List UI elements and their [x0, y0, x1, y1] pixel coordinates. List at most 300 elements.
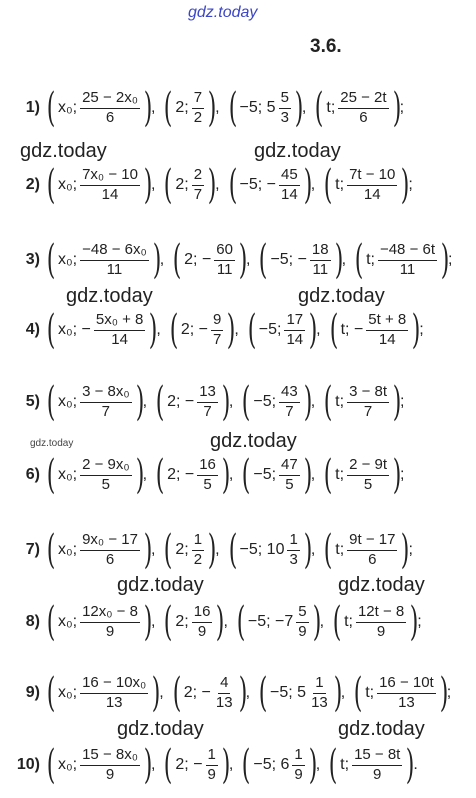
pair-content [56, 167, 141, 203]
numerator: 45 [279, 167, 300, 186]
fraction [292, 747, 304, 783]
close-paren: ) [439, 670, 449, 716]
coordinate-pair [161, 85, 220, 131]
pair-prefix: −5; 6 [253, 756, 290, 773]
numerator: 5x₀ + 8 [94, 312, 146, 331]
comma: , [315, 756, 321, 773]
denominator: 3 [280, 108, 289, 126]
pair-content [268, 675, 331, 711]
denominator: 11 [216, 260, 233, 278]
open-paren: ( [164, 599, 173, 645]
pair-content [338, 747, 403, 783]
pair-content [238, 532, 301, 568]
denominator: 2 [193, 108, 203, 126]
numerator: −48 − 6x₀ [80, 242, 149, 261]
numerator: 2 [192, 167, 204, 186]
numerator: 4 [218, 675, 230, 694]
coordinate-pair [170, 237, 251, 283]
row-end-mark: ; [400, 466, 405, 483]
open-paren: ( [46, 742, 56, 788]
fraction [310, 242, 331, 278]
denominator: 7 [212, 330, 222, 348]
close-paren: ) [207, 527, 217, 573]
fraction [80, 675, 148, 711]
open-paren: ( [46, 379, 56, 425]
coordinate-pair [234, 599, 325, 645]
row-number: 4) [25, 321, 40, 338]
numerator: 1 [192, 532, 204, 551]
pair-content [56, 90, 141, 126]
pair-content [238, 90, 292, 126]
denominator: 11 [399, 260, 416, 278]
pair-content [251, 747, 305, 783]
pair-content [56, 312, 146, 348]
fraction [352, 747, 402, 783]
numerator: 1 [313, 675, 325, 694]
numerator: 1 [287, 532, 299, 551]
fraction [347, 532, 397, 568]
pair-prefix: 2; − [183, 684, 211, 701]
open-paren: ( [323, 379, 333, 425]
coordinate-pair [330, 599, 422, 645]
comma: , [228, 466, 234, 483]
coordinate-pair [161, 527, 220, 573]
close-paren: ) [294, 85, 304, 131]
close-paren: ) [143, 162, 153, 208]
open-paren: ( [164, 85, 173, 131]
comma: , [301, 99, 307, 116]
close-paren: ) [401, 162, 410, 208]
coordinate-pair [153, 379, 234, 425]
coordinate-pair [239, 742, 321, 788]
close-paren: ) [334, 237, 343, 283]
open-paren: ( [46, 670, 56, 716]
row-end-mark: . [413, 756, 418, 773]
comma: , [223, 613, 228, 630]
pair-prefix: 2; [175, 99, 189, 116]
row-end-mark: ; [408, 541, 413, 558]
answer-row [0, 592, 428, 652]
pair-content [342, 604, 407, 640]
comma: , [341, 251, 347, 268]
open-paren: ( [332, 599, 342, 645]
fraction [80, 90, 140, 126]
open-paren: ( [323, 452, 333, 498]
numerator: 1 [292, 747, 304, 766]
pair-prefix: x₀; [58, 756, 78, 773]
coordinate-pair [226, 527, 316, 573]
fraction [206, 747, 218, 783]
coordinate-pair [44, 527, 156, 573]
comma: , [310, 541, 316, 558]
comma: , [156, 321, 161, 338]
pair-content [165, 457, 219, 493]
fraction [279, 167, 300, 203]
open-paren: ( [329, 307, 338, 353]
open-paren: ( [323, 527, 333, 573]
close-paren: ) [221, 452, 231, 498]
open-paren: ( [354, 237, 364, 283]
pair-prefix: x₀; − [58, 321, 91, 338]
pair-content [364, 242, 438, 278]
fraction [192, 90, 204, 126]
denominator: 6 [105, 108, 115, 126]
denominator: 14 [363, 185, 381, 203]
open-paren: ( [46, 85, 56, 131]
close-paren: ) [392, 379, 402, 425]
comma: , [310, 176, 316, 193]
pair-prefix: −5; − [239, 176, 277, 193]
open-paren: ( [228, 85, 237, 131]
comma: , [142, 466, 148, 483]
pair-content [179, 312, 224, 348]
comma: , [245, 684, 251, 701]
pair-content [333, 384, 390, 420]
open-paren: ( [228, 162, 237, 208]
answer-row [0, 78, 410, 138]
fraction [192, 604, 213, 640]
pair-prefix: t; [335, 466, 345, 483]
fraction [211, 312, 223, 348]
numerator: 1 [206, 747, 218, 766]
pair-prefix: −5; [253, 393, 277, 410]
fraction [296, 604, 308, 640]
comma: , [234, 321, 239, 338]
row-number: 3) [25, 251, 40, 268]
open-paren: ( [323, 162, 333, 208]
fraction [94, 312, 146, 348]
denominator: 14 [378, 330, 396, 348]
comma: , [316, 321, 321, 338]
open-paren: ( [315, 85, 324, 131]
fraction [309, 675, 330, 711]
comma: , [150, 99, 156, 116]
numerator: 9t − 17 [347, 532, 397, 551]
open-paren: ( [258, 670, 268, 716]
pair-content [363, 675, 437, 711]
denominator: 9 [105, 622, 115, 640]
pair-prefix: 2; [175, 613, 189, 630]
comma: , [150, 756, 156, 773]
close-paren: ) [135, 452, 144, 498]
comma: , [150, 176, 156, 193]
fraction [347, 457, 389, 493]
close-paren: ) [207, 85, 217, 131]
pair-prefix: t; [366, 251, 375, 268]
comma: , [150, 541, 156, 558]
comma: , [245, 251, 251, 268]
fraction [347, 384, 389, 420]
pair-prefix: x₀; [58, 684, 78, 701]
coordinate-pair [44, 452, 148, 498]
fraction [279, 384, 300, 420]
close-paren: ) [238, 237, 248, 283]
close-paren: ) [143, 85, 153, 131]
fraction [197, 384, 218, 420]
denominator: 11 [106, 260, 123, 278]
fraction [214, 242, 235, 278]
numerator: 5 [296, 604, 308, 623]
numerator: 12x₀ − 8 [80, 604, 140, 623]
open-paren: ( [242, 742, 251, 788]
numerator: 15 − 8x₀ [80, 747, 140, 766]
fraction [279, 457, 300, 493]
coordinate-pair [44, 162, 156, 208]
pair-content [173, 532, 205, 568]
coordinate-pair [239, 379, 316, 425]
fraction [197, 457, 218, 493]
pair-content [56, 747, 141, 783]
coordinate-pair [245, 307, 321, 353]
pair-content [56, 384, 133, 420]
close-paren: ) [149, 307, 158, 353]
watermark: gdz.today [117, 574, 204, 596]
answer-row [0, 520, 419, 580]
coordinate-pair [44, 237, 165, 283]
pair-prefix: 2; − [175, 756, 203, 773]
open-paren: ( [46, 162, 56, 208]
numerator: 9x₀ − 17 [80, 532, 140, 551]
comma: , [215, 99, 220, 116]
fraction [80, 167, 140, 203]
pair-content [339, 312, 410, 348]
answer-row [0, 230, 458, 290]
open-paren: ( [236, 599, 246, 645]
numerator: 7 [192, 90, 204, 109]
watermark-small: gdz.today [30, 438, 74, 449]
coordinate-pair [161, 742, 234, 788]
comma: , [215, 541, 220, 558]
numerator: 5 [279, 90, 291, 109]
open-paren: ( [353, 670, 363, 716]
numerator: 2 − 9t [347, 457, 389, 476]
close-paren: ) [143, 599, 153, 645]
pair-prefix: x₀; [58, 541, 78, 558]
close-paren: ) [143, 742, 153, 788]
denominator: 13 [215, 693, 233, 711]
coordinate-pair [44, 85, 156, 131]
pair-prefix: −5; [253, 466, 277, 483]
pair-prefix: t; [335, 541, 345, 558]
watermark-top: gdz.today [188, 4, 258, 21]
close-paren: ) [303, 452, 313, 498]
pair-prefix: x₀; [58, 466, 78, 483]
denominator: 7 [203, 402, 212, 420]
close-paren: ) [135, 379, 144, 425]
comma: , [150, 613, 156, 630]
pair-prefix: −5; 5 [270, 684, 307, 701]
answer-row [0, 663, 457, 723]
open-paren: ( [46, 527, 56, 573]
watermark: gdz.today [20, 140, 107, 162]
close-paren: ) [409, 599, 419, 645]
close-paren: ) [392, 452, 402, 498]
fraction [192, 167, 204, 203]
pair-content [165, 384, 219, 420]
fraction [366, 312, 408, 348]
coordinate-pair [153, 452, 234, 498]
fraction [80, 384, 132, 420]
close-paren: ) [216, 599, 225, 645]
coordinate-pair [321, 162, 413, 208]
fraction [192, 532, 204, 568]
pair-prefix: t; − [340, 321, 364, 338]
coordinate-pair [326, 742, 418, 788]
fraction [80, 242, 149, 278]
close-paren: ) [440, 237, 450, 283]
numerator: 16 − 10x₀ [80, 675, 148, 694]
comma: , [319, 613, 325, 630]
open-paren: ( [164, 742, 173, 788]
close-paren: ) [392, 85, 401, 131]
open-paren: ( [259, 237, 268, 283]
open-paren: ( [46, 307, 56, 353]
close-paren: ) [303, 527, 313, 573]
open-paren: ( [164, 527, 173, 573]
denominator: 13 [311, 693, 328, 711]
denominator: 9 [298, 622, 307, 640]
pair-prefix: t; [335, 393, 345, 410]
pair-prefix: 2; − [180, 321, 208, 338]
coordinate-pair [352, 237, 453, 283]
watermark: gdz.today [338, 574, 425, 596]
answer-row [0, 735, 424, 795]
denominator: 14 [101, 185, 119, 203]
row-end-mark: ; [448, 251, 453, 268]
pair-content [56, 675, 149, 711]
coordinate-pair [44, 742, 156, 788]
pair-prefix: 2; − [184, 251, 212, 268]
coordinate-pair [226, 85, 307, 131]
coordinate-pair [321, 379, 405, 425]
pair-prefix: −5; [258, 321, 282, 338]
pair-content [238, 167, 301, 203]
comma: , [159, 251, 165, 268]
row-number: 7) [25, 541, 40, 558]
denominator: 6 [359, 108, 368, 126]
denominator: 5 [363, 475, 373, 493]
fraction [80, 457, 132, 493]
pair-prefix: t; [344, 613, 353, 630]
coordinate-pair [44, 307, 161, 353]
coordinate-pair [161, 599, 228, 645]
close-paren: ) [238, 670, 247, 716]
numerator: 7x₀ − 10 [80, 167, 140, 186]
denominator: 14 [281, 185, 298, 203]
fraction [80, 532, 140, 568]
coordinate-pair [256, 237, 347, 283]
close-paren: ) [207, 162, 217, 208]
open-paren: ( [242, 379, 251, 425]
denominator: 7 [101, 402, 111, 420]
numerator: 3 − 8x₀ [80, 384, 132, 403]
watermark: gdz.today [210, 430, 297, 452]
answer-row [0, 300, 430, 360]
fraction [356, 604, 406, 640]
close-paren: ) [308, 307, 318, 353]
numerator: 13 [197, 384, 218, 403]
row-end-mark: ; [419, 321, 424, 338]
watermark: gdz.today [117, 718, 204, 740]
comma: , [215, 176, 220, 193]
coordinate-pair [321, 452, 405, 498]
pair-content [56, 604, 141, 640]
fraction [80, 747, 140, 783]
denominator: 7 [193, 185, 203, 203]
denominator: 6 [368, 550, 377, 568]
pair-prefix: t; [365, 684, 375, 701]
pair-prefix: 2; − [167, 466, 195, 483]
row-number: 6) [25, 466, 40, 483]
row-number: 1) [25, 99, 40, 116]
close-paren: ) [221, 742, 231, 788]
pair-content [182, 242, 236, 278]
pair-content [333, 532, 398, 568]
pair-prefix: x₀; [58, 393, 78, 410]
pair-prefix: x₀; [58, 176, 78, 193]
close-paren: ) [401, 527, 410, 573]
watermark: gdz.today [66, 285, 153, 307]
open-paren: ( [155, 379, 165, 425]
coordinate-pair [44, 599, 156, 645]
pair-prefix: t; [340, 756, 350, 773]
numerator: 3 − 8t [347, 384, 389, 403]
close-paren: ) [411, 307, 421, 353]
coordinate-pair [256, 670, 346, 716]
coordinate-pair [351, 670, 452, 716]
numerator: 60 [214, 242, 235, 261]
comma: , [310, 466, 316, 483]
close-paren: ) [308, 742, 318, 788]
open-paren: ( [46, 599, 56, 645]
pair-prefix: −5; −7 [247, 613, 294, 630]
open-paren: ( [169, 307, 179, 353]
open-paren: ( [172, 670, 182, 716]
fraction [214, 675, 235, 711]
coordinate-pair [239, 452, 316, 498]
coordinate-pair [327, 307, 424, 353]
numerator: 7t − 10 [347, 167, 397, 186]
pair-prefix: 2; [175, 176, 189, 193]
pair-prefix: 2; − [167, 393, 195, 410]
pair-content [173, 167, 205, 203]
fraction [377, 675, 436, 711]
close-paren: ) [151, 670, 161, 716]
denominator: 9 [197, 622, 207, 640]
numerator: 15 − 8t [352, 747, 402, 766]
numerator: 16 [192, 604, 213, 623]
denominator: 2 [193, 550, 203, 568]
pair-content [173, 604, 213, 640]
open-paren: ( [155, 452, 165, 498]
row-number: 10) [16, 756, 40, 773]
pair-content [173, 90, 205, 126]
watermark: gdz.today [338, 718, 425, 740]
denominator: 13 [398, 693, 415, 711]
numerator: 12t − 8 [356, 604, 406, 623]
comma: , [142, 393, 148, 410]
denominator: 9 [207, 765, 216, 783]
pair-content [56, 532, 141, 568]
close-paren: ) [143, 527, 153, 573]
close-paren: ) [227, 307, 236, 353]
comma: , [340, 684, 346, 701]
row-end-mark: ; [446, 684, 452, 701]
fraction [287, 532, 299, 568]
pair-prefix: −5; 5 [239, 99, 276, 116]
pair-prefix: x₀; [58, 251, 78, 268]
pair-prefix: 2; [175, 541, 189, 558]
